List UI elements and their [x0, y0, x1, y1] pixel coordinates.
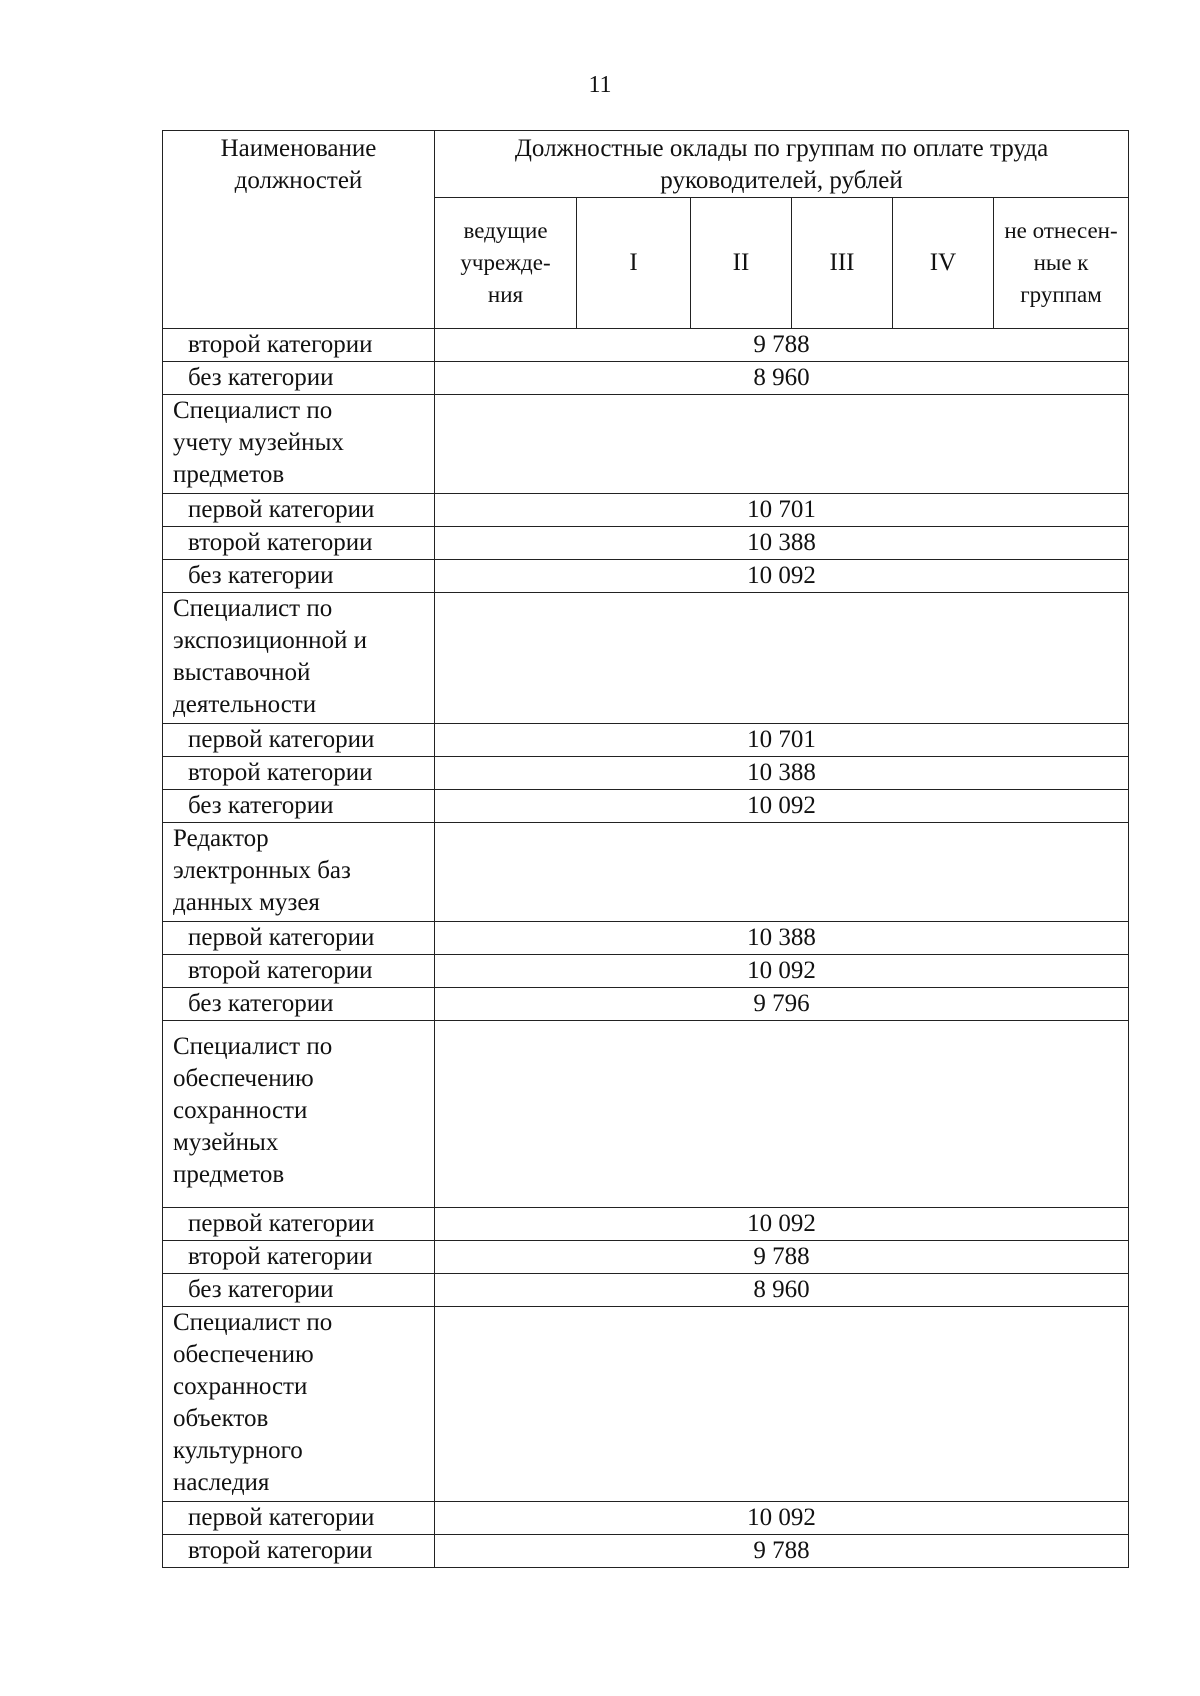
row-category-name: второй категории: [163, 527, 435, 560]
row-position-name-text: Специалист по обеспечению сохранности объектов культурного наследия: [173, 1309, 333, 1496]
header-group-unassigned: [994, 198, 1129, 329]
row-salary-value: 8 960: [435, 1274, 1129, 1307]
row-salary-value: 8 960: [435, 362, 1129, 395]
row-position-name: [163, 823, 435, 922]
row-category-name: первой категории: [163, 1502, 435, 1535]
row-position-name: [163, 1021, 435, 1208]
row-category-name: без категории: [163, 988, 435, 1021]
row-category-name: первой категории: [163, 922, 435, 955]
table-row: [163, 1307, 1129, 1502]
table-row: [163, 790, 1129, 823]
table-row: [163, 1274, 1129, 1307]
row-salary-value: 10 388: [435, 527, 1129, 560]
row-salary-value: 9 788: [435, 1535, 1129, 1568]
row-position-name-text: Специалист по учету музейных предметов: [173, 397, 344, 488]
row-category-name: без категории: [163, 790, 435, 823]
table-row: [163, 823, 1129, 922]
header-position-name: [163, 131, 435, 329]
row-position-name: [163, 1307, 435, 1502]
row-position-name: [163, 593, 435, 724]
table-row: [163, 329, 1129, 362]
row-salary-value: 10 092: [435, 955, 1129, 988]
row-salary-value: [435, 823, 1129, 922]
row-category-name: первой категории: [163, 494, 435, 527]
row-salary-value: 9 796: [435, 988, 1129, 1021]
table-row: [163, 988, 1129, 1021]
table-row: [163, 1241, 1129, 1274]
row-category-name: второй категории: [163, 1241, 435, 1274]
row-category-name: второй категории: [163, 329, 435, 362]
table-row: [163, 757, 1129, 790]
row-salary-value: 10 092: [435, 1502, 1129, 1535]
header-row-1: [163, 131, 1129, 198]
row-category-name: второй категории: [163, 757, 435, 790]
header-group-1: I: [577, 198, 691, 329]
row-category-name: без категории: [163, 362, 435, 395]
row-position-name-text: Специалист по экспозиционной и выставочной деятельности: [173, 595, 368, 718]
header-position-name-text: Наименование должностей: [220, 135, 377, 194]
table-row: [163, 922, 1129, 955]
row-category-name: без категории: [163, 560, 435, 593]
row-salary-value: [435, 1021, 1129, 1208]
row-category-name: без категории: [163, 1274, 435, 1307]
row-salary-value: 10 701: [435, 494, 1129, 527]
row-salary-value: 10 092: [435, 790, 1129, 823]
table-row: [163, 527, 1129, 560]
page-number: 11: [588, 72, 612, 98]
row-salary-value: 9 788: [435, 1241, 1129, 1274]
row-category-name: второй категории: [163, 1535, 435, 1568]
row-salary-value: 10 388: [435, 922, 1129, 955]
table-row: [163, 395, 1129, 494]
row-salary-value: 10 701: [435, 724, 1129, 757]
table-row: [163, 494, 1129, 527]
header-group-4: IV: [893, 198, 994, 329]
row-position-name-text: Специалист по обеспечению сохранности музейных предметов: [173, 1033, 333, 1188]
row-salary-value: 10 092: [435, 560, 1129, 593]
table-row: [163, 1502, 1129, 1535]
row-salary-value: [435, 593, 1129, 724]
header-salary-groups: [435, 131, 1129, 198]
table-row: [163, 955, 1129, 988]
salary-table: [162, 130, 1129, 1568]
row-position-name-text: Редактор электронных баз данных музея: [173, 825, 351, 916]
row-salary-value: 10 092: [435, 1208, 1129, 1241]
table-row: [163, 362, 1129, 395]
header-group-leading: [435, 198, 577, 329]
table-row: [163, 593, 1129, 724]
table-row: [163, 1208, 1129, 1241]
header-group-3: III: [792, 198, 893, 329]
row-salary-value: 9 788: [435, 329, 1129, 362]
table-row: [163, 560, 1129, 593]
row-category-name: первой категории: [163, 724, 435, 757]
header-salary-groups-text: Должностные оклады по группам по оплате труда руководителей, рублей: [514, 135, 1049, 194]
row-salary-value: [435, 1307, 1129, 1502]
table-row: [163, 1535, 1129, 1568]
row-salary-value: 10 388: [435, 757, 1129, 790]
row-salary-value: [435, 395, 1129, 494]
header-group-leading-text: ведущие учрежде-ния: [460, 218, 551, 307]
table-row: [163, 724, 1129, 757]
row-position-name: [163, 395, 435, 494]
row-category-name: второй категории: [163, 955, 435, 988]
table-row: [163, 1021, 1129, 1208]
row-category-name: первой категории: [163, 1208, 435, 1241]
header-group-2: II: [691, 198, 792, 329]
header-group-unassigned-text: не отнесен-ные к группам: [1004, 218, 1118, 307]
